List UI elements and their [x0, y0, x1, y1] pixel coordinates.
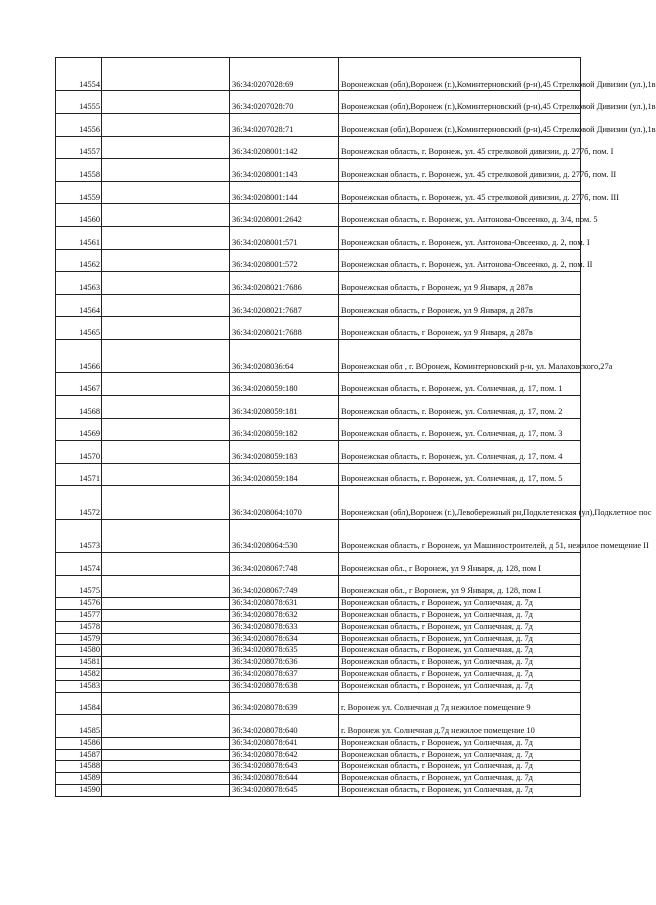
address-cell: Воронежская область, г Воронеж, ул Солнечная, д. 7д [339, 633, 581, 645]
cadastral-number-cell: 36:34:0208078:632 [230, 610, 339, 622]
cadastral-number-cell: 36:34:0208078:639 [230, 692, 339, 715]
address-cell: г. Воронеж ул. Солнечная д 7д нежилое помещение 9 [339, 692, 581, 715]
table-row [56, 181, 581, 204]
empty-cell [102, 441, 230, 464]
cadastral-number-cell: 36:34:0208021:7688 [230, 317, 339, 340]
empty-cell [102, 692, 230, 715]
empty-cell [102, 226, 230, 249]
address-cell: Воронежская область, г Воронеж, ул Солнечная, д. 7д [339, 598, 581, 610]
table-row [56, 785, 581, 797]
cadastral-number-cell: 36:34:0208059:182 [230, 418, 339, 441]
row-number-cell: 14589 [56, 773, 102, 785]
empty-cell [102, 58, 230, 91]
address-cell: Воронежская область, г Воронеж, ул Солнечная, д. 7д [339, 610, 581, 622]
row-number-cell: 14588 [56, 761, 102, 773]
table-row [56, 317, 581, 340]
address-cell: Воронежская область, г. Воронеж, ул. Антонова-Овсеенко, д. 2, пом. I [339, 226, 581, 249]
table-row [56, 749, 581, 761]
cadastral-number-cell: 36:34:0208078:633 [230, 621, 339, 633]
address-cell: Воронежская область, г Воронеж, ул Солнечная, д. 7д [339, 657, 581, 669]
cadastral-number-cell: 36:34:0208001:142 [230, 136, 339, 159]
empty-cell [102, 294, 230, 317]
address-cell: Воронежская область, г. Воронеж, ул. Солнечная, д. 17, пом. 4 [339, 441, 581, 464]
row-number-cell: 14576 [56, 598, 102, 610]
table-row [56, 692, 581, 715]
table-row [56, 519, 581, 552]
address-cell: Воронежская область, г Воронеж, ул Солнечная, д. 7д [339, 761, 581, 773]
row-number-cell: 14564 [56, 294, 102, 317]
table-row [56, 136, 581, 159]
cadastral-number-cell: 36:34:0208078:645 [230, 785, 339, 797]
table-row [56, 395, 581, 418]
table-row [56, 272, 581, 295]
table-row [56, 669, 581, 681]
row-number-cell: 14557 [56, 136, 102, 159]
address-cell: Воронежская область, г. Воронеж, ул. Солнечная, д. 17, пом. 2 [339, 395, 581, 418]
empty-cell [102, 519, 230, 552]
cadastral-number-cell: 36:34:0208059:183 [230, 441, 339, 464]
address-cell: г. Воронеж ул. Солнечная д.7д нежилое помещение 10 [339, 715, 581, 738]
empty-cell [102, 373, 230, 396]
table-row [56, 680, 581, 692]
table-row [56, 226, 581, 249]
row-number-cell: 14567 [56, 373, 102, 396]
address-cell: Воронежская область, г. Воронеж, ул. 45 стрелковой дивизии, д. 277б, пом. III [339, 181, 581, 204]
empty-cell [102, 680, 230, 692]
address-cell: Воронежская область, г Воронеж, ул Машиностроителей, д 51, нежилое помещение II [339, 519, 581, 552]
address-cell: Воронежская область, г Воронеж, ул 9 Января, д 287в [339, 317, 581, 340]
cadastral-number-cell: 36:34:0208067:749 [230, 575, 339, 598]
empty-cell [102, 339, 230, 372]
address-cell: Воронежская (обл),Воронеж (г.),Коминтерновский (р-н),45 Стрелковой Дивизии (ул.),1в [339, 58, 581, 91]
empty-cell [102, 181, 230, 204]
cadastral-number-cell: 36:34:0208021:7687 [230, 294, 339, 317]
row-number-cell: 14586 [56, 737, 102, 749]
empty-cell [102, 553, 230, 576]
table-row [56, 657, 581, 669]
empty-cell [102, 486, 230, 519]
address-cell: Воронежская область, г. Воронеж, ул. 45 стрелковой дивизии, д. 277б, пом. I [339, 136, 581, 159]
cadastral-number-cell: 36:34:0208001:571 [230, 226, 339, 249]
cadastral-number-cell: 36:34:0208078:644 [230, 773, 339, 785]
cadastral-number-cell: 36:34:0208064:530 [230, 519, 339, 552]
row-number-cell: 14573 [56, 519, 102, 552]
cadastral-number-cell: 36:34:0208078:641 [230, 737, 339, 749]
empty-cell [102, 272, 230, 295]
empty-cell [102, 113, 230, 136]
empty-cell [102, 159, 230, 182]
address-cell: Воронежская область, г Воронеж, ул 9 Января, д 287в [339, 272, 581, 295]
empty-cell [102, 785, 230, 797]
table-row [56, 418, 581, 441]
table-row [56, 91, 581, 114]
address-cell: Воронежская область, г Воронеж, ул Солнечная, д. 7д [339, 773, 581, 785]
cadastral-number-cell: 36:34:0208078:636 [230, 657, 339, 669]
row-number-cell: 14581 [56, 657, 102, 669]
cadastral-number-cell: 36:34:0208078:635 [230, 645, 339, 657]
table-row [56, 159, 581, 182]
table-row [56, 610, 581, 622]
row-number-cell: 14568 [56, 395, 102, 418]
row-number-cell: 14560 [56, 204, 102, 227]
cadastral-number-cell: 36:34:0208021:7686 [230, 272, 339, 295]
row-number-cell: 14579 [56, 633, 102, 645]
empty-cell [102, 91, 230, 114]
cadastral-number-cell: 36:34:0208001:2642 [230, 204, 339, 227]
registry-table [55, 57, 656, 797]
empty-cell [102, 136, 230, 159]
empty-cell [102, 463, 230, 486]
row-number-cell: 14565 [56, 317, 102, 340]
cadastral-number-cell: 36:34:0208078:642 [230, 749, 339, 761]
address-cell: Воронежская область, г Воронеж, ул Солнечная, д. 7д [339, 621, 581, 633]
cadastral-number-cell: 36:34:0207028:70 [230, 91, 339, 114]
table-row [56, 645, 581, 657]
table-row [56, 58, 581, 91]
cadastral-number-cell: 36:34:0208078:637 [230, 669, 339, 681]
empty-cell [102, 633, 230, 645]
address-cell: Воронежская область, г. Воронеж, ул. Солнечная, д. 17, пом. 1 [339, 373, 581, 396]
address-cell: Воронежская область, г Воронеж, ул Солнечная, д. 7д [339, 645, 581, 657]
cadastral-number-cell: 36:34:0207028:71 [230, 113, 339, 136]
row-number-cell: 14559 [56, 181, 102, 204]
table-row [56, 441, 581, 464]
table-row [56, 204, 581, 227]
table-row [56, 773, 581, 785]
cadastral-number-cell: 36:34:0208001:143 [230, 159, 339, 182]
empty-cell [102, 249, 230, 272]
address-cell: Воронежская область, г Воронеж, ул Солнечная, д. 7д [339, 669, 581, 681]
row-number-cell: 14569 [56, 418, 102, 441]
empty-cell [102, 575, 230, 598]
cadastral-number-cell: 36:34:0207028:69 [230, 58, 339, 91]
table-row [56, 486, 581, 519]
table-row [56, 463, 581, 486]
table-row [56, 249, 581, 272]
cadastral-number-cell: 36:34:0208078:634 [230, 633, 339, 645]
address-cell: Воронежская область, г. Воронеж, ул. Антонова-Овсеенко, д. 2, пом. II [339, 249, 581, 272]
cadastral-number-cell: 36:34:0208078:643 [230, 761, 339, 773]
row-number-cell: 14556 [56, 113, 102, 136]
empty-cell [102, 715, 230, 738]
row-number-cell: 14558 [56, 159, 102, 182]
empty-cell [102, 598, 230, 610]
row-number-cell: 14574 [56, 553, 102, 576]
cadastral-number-cell: 36:34:0208067:748 [230, 553, 339, 576]
cadastral-number-cell: 36:34:0208036:64 [230, 339, 339, 372]
empty-cell [102, 621, 230, 633]
empty-cell [102, 395, 230, 418]
address-cell: Воронежская (обл),Воронеж (г.),Левобережный рн,Подклетенская (ул),Подклетное пос [339, 486, 581, 519]
row-number-cell: 14590 [56, 785, 102, 797]
table-row [56, 621, 581, 633]
cadastral-number-cell: 36:34:0208078:631 [230, 598, 339, 610]
address-cell: Воронежская область, г. Воронеж, ул. Антонова-Овсеенко, д. 3/4, пом. 5 [339, 204, 581, 227]
cadastral-number-cell: 36:34:0208059:181 [230, 395, 339, 418]
row-number-cell: 14577 [56, 610, 102, 622]
row-number-cell: 14582 [56, 669, 102, 681]
table-row [56, 113, 581, 136]
address-cell: Воронежская область, г Воронеж, ул Солнечная, д. 7д [339, 785, 581, 797]
address-cell: Воронежская обл , г. ВОронеж, Коминтерновский р-н, ул. Малаховского,27а [339, 339, 581, 372]
address-cell: Воронежская область, г. Воронеж, ул. Солнечная, д. 17, пом. 3 [339, 418, 581, 441]
cadastral-number-cell: 36:34:0208001:144 [230, 181, 339, 204]
cadastral-number-cell: 36:34:0208059:180 [230, 373, 339, 396]
cadastral-number-cell: 36:34:0208078:640 [230, 715, 339, 738]
empty-cell [102, 773, 230, 785]
address-cell: Воронежская обл., г Воронеж, ул 9 Января, д. 128, пом I [339, 575, 581, 598]
row-number-cell: 14571 [56, 463, 102, 486]
empty-cell [102, 737, 230, 749]
table-row [56, 373, 581, 396]
row-number-cell: 14554 [56, 58, 102, 91]
row-number-cell: 14583 [56, 680, 102, 692]
row-number-cell: 14562 [56, 249, 102, 272]
address-cell: Воронежская (обл),Воронеж (г.),Коминтерновский (р-н),45 Стрелковой Дивизии (ул.),1в [339, 113, 581, 136]
row-number-cell: 14555 [56, 91, 102, 114]
row-number-cell: 14570 [56, 441, 102, 464]
empty-cell [102, 657, 230, 669]
empty-cell [102, 669, 230, 681]
table-row [56, 553, 581, 576]
row-number-cell: 14580 [56, 645, 102, 657]
table-row [56, 761, 581, 773]
row-number-cell: 14572 [56, 486, 102, 519]
empty-cell [102, 761, 230, 773]
empty-cell [102, 418, 230, 441]
table-row [56, 715, 581, 738]
empty-cell [102, 749, 230, 761]
table-row [56, 598, 581, 610]
table-row [56, 737, 581, 749]
empty-cell [102, 610, 230, 622]
row-number-cell: 14561 [56, 226, 102, 249]
address-cell: Воронежская область, г Воронеж, ул Солнечная, д. 7д [339, 737, 581, 749]
row-number-cell: 14578 [56, 621, 102, 633]
empty-cell [102, 317, 230, 340]
address-cell: Воронежская область, г. Воронеж, ул. Солнечная, д. 17, пом. 5 [339, 463, 581, 486]
address-cell: Воронежская обл., г Воронеж, ул 9 Января, д. 128, пом I [339, 553, 581, 576]
address-cell: Воронежская область, г Воронеж, ул 9 Января, д 287в [339, 294, 581, 317]
cadastral-number-cell: 36:34:0208059:184 [230, 463, 339, 486]
cadastral-number-cell: 36:34:0208064:1070 [230, 486, 339, 519]
table-row [56, 339, 581, 372]
address-cell: Воронежская область, г Воронеж, ул Солнечная, д. 7д [339, 680, 581, 692]
empty-cell [102, 645, 230, 657]
row-number-cell: 14587 [56, 749, 102, 761]
row-number-cell: 14563 [56, 272, 102, 295]
registry-table-body [56, 58, 656, 797]
row-number-cell: 14585 [56, 715, 102, 738]
row-number-cell: 14584 [56, 692, 102, 715]
address-cell: Воронежская (обл),Воронеж (г.),Коминтерновский (р-н),45 Стрелковой Дивизии (ул.),1в [339, 91, 581, 114]
cadastral-number-cell: 36:34:0208078:638 [230, 680, 339, 692]
row-number-cell: 14575 [56, 575, 102, 598]
table-row [56, 575, 581, 598]
empty-cell [102, 204, 230, 227]
cadastral-number-cell: 36:34:0208001:572 [230, 249, 339, 272]
table-row [56, 633, 581, 645]
row-number-cell: 14566 [56, 339, 102, 372]
address-cell: Воронежская область, г Воронеж, ул Солнечная, д. 7д [339, 749, 581, 761]
table-row [56, 294, 581, 317]
address-cell: Воронежская область, г. Воронеж, ул. 45 стрелковой дивизии, д. 277б, пом. II [339, 159, 581, 182]
